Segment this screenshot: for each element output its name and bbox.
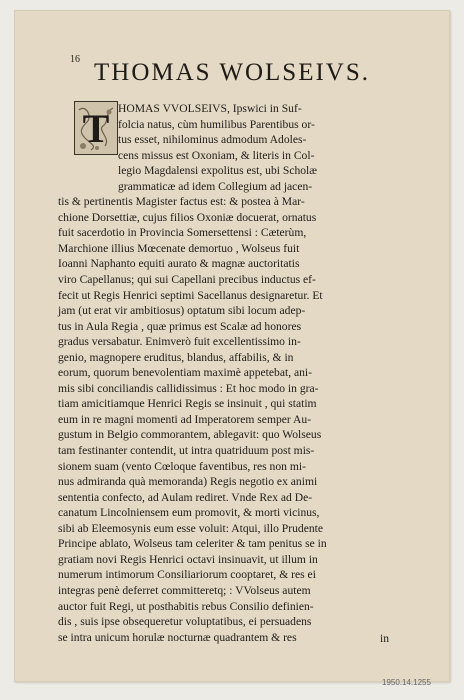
- text-line: HOMAS VVOLSEIVS, Ipswici in Suf-: [118, 102, 302, 115]
- text-line: tus in Aula Regia , quæ primus est Scalæ ad honores: [58, 319, 302, 333]
- text-line: Principe ablato, Wolseus tam celeriter & tam penitus se in: [58, 537, 327, 551]
- text-line: sententia confecto, ad Aulam rediret. Vnde Rex ad De-: [58, 490, 313, 504]
- text-line: eum in re magni momenti ad Imperatorem semper Au-: [58, 412, 312, 426]
- text-line: tus esset, nihilominus admodum Adoles-: [118, 133, 307, 147]
- text-line: numerum intimorum Consiliariorum cooptaret, & res ei: [58, 568, 316, 582]
- text-line: Marchione illius Mœcenate demortuo , Wolseus fuit: [58, 241, 300, 255]
- text-line: chione Dorsettiæ, cujus filios Oxoniæ docuerat, ornatus: [58, 210, 317, 224]
- text-line: eorum, quorum benevolentiam maximè appetebat, ani-: [58, 366, 313, 380]
- text-line: nus admiranda quà memoranda) Regis negotio ex animi: [58, 475, 318, 489]
- text-line: jam (ut erat vir ambitiosus) optatum sibi locum adep-: [58, 304, 306, 318]
- page-title: THOMAS WOLSEIVS.: [94, 59, 370, 86]
- text-line: integras penè deferret committeretq; : VVolseus autem: [58, 583, 311, 597]
- text-line: sionem suam (vento Cœloque faventibus, res non mi-: [58, 459, 306, 473]
- text-line: fuit sacerdotio in Provincia Somersettensi : Cæterùm,: [58, 226, 307, 240]
- text-line: folcia natus, cùm humilibus Parentibus or-: [118, 117, 315, 131]
- text-line: fecit ut Regis Henrici septimi Sacellanus designaretur. Et: [58, 288, 323, 302]
- page-number: 16: [70, 54, 80, 65]
- text-line: viro Capellanus; qui sui Capellani precibus inductus ef-: [58, 273, 316, 287]
- text-line: mis sibi conciliandis callidissimus : Et hoc modo in gra-: [58, 381, 319, 395]
- body-text: [58, 101, 434, 645]
- text-line: tis & pertinentis Magister factus est: & postea à Mar-: [58, 195, 305, 209]
- text-line: tiam amicitiamque Henrici Regis se insinuit , qui statim: [58, 397, 317, 411]
- text-line: grammaticæ ad idem Collegium ad jacen-: [118, 179, 313, 193]
- text-line: tam festinanter contendit, ut intra quatriduum post mis-: [58, 444, 315, 458]
- text-line: dis , suis ipse obsequeretur voluptatibus, ei persuadens: [58, 615, 312, 629]
- text-line: auctor fuit Regi, ut posthabitis rebus Consilio definien-: [58, 599, 314, 613]
- text-line: sibi ab Eleemosynis eum esse voluit: Atqui, illo Prudente: [58, 521, 324, 535]
- text-line: se intra unicum horulæ nocturnæ quadrantem & res: [58, 630, 297, 644]
- text-line: gratiam novi Regis Henrici octavi insinuavit, ut illum in: [58, 552, 318, 566]
- accession-number: 1950.14.1255: [382, 678, 431, 687]
- text-line: cens missus est Oxoniam, & literis in Col-: [118, 148, 315, 162]
- drop-cap-letter: T: [82, 105, 110, 151]
- text-line: Ioanni Naphanto equiti aurato & magnæ auctoritatis: [58, 257, 300, 271]
- catchword: in: [380, 632, 390, 645]
- text-line: gustum in Belgio commorantem, ablegavit: quo Wolseus: [58, 428, 322, 442]
- text-line: gradus versabatur. Enimverò fuit excellentissimo in-: [58, 335, 301, 349]
- book-page: [14, 10, 450, 682]
- text-line: canatum Lincolniensem eum promovit, & morti vicinus,: [58, 506, 320, 520]
- text-line: legio Magdalensi expolitus est, ubi Scholæ: [118, 164, 318, 178]
- text-line: genio, magnopere eruditus, blandus, affabilis, & in: [58, 350, 294, 364]
